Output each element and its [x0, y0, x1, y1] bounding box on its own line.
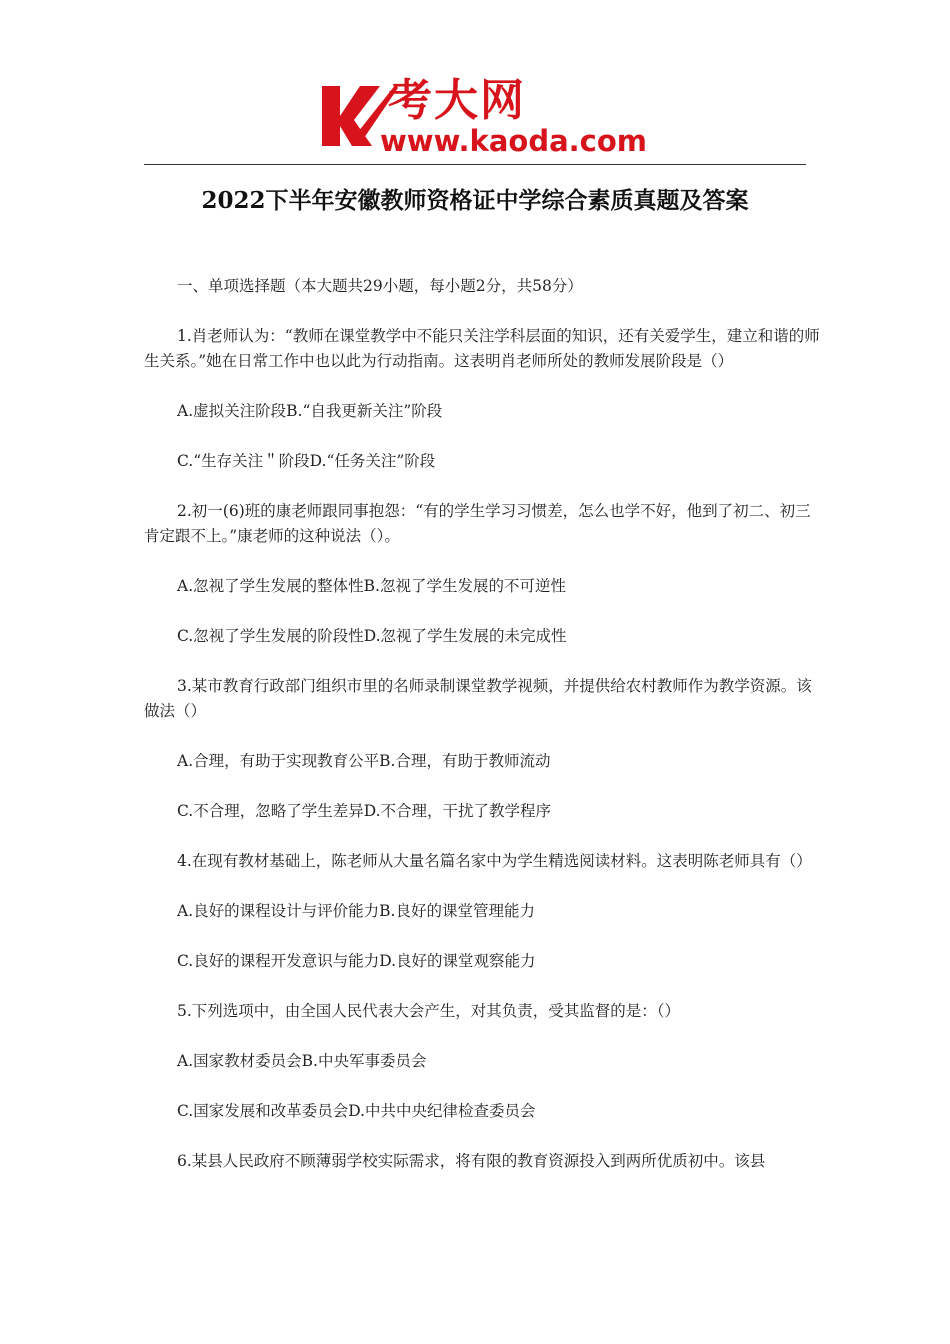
section-heading: 一、单项选择题（本大题共29小题，每小题2分，共58分） — [177, 277, 583, 295]
question-5: 5.下列选项中，由全国人民代表大会产生，对其负责，受其监督的是：（） — [177, 1002, 681, 1020]
logo-chinese-name: 考大网 — [388, 75, 526, 126]
document-title: 2022下半年安徽教师资格证中学综合素质真题及答案 — [201, 187, 749, 214]
question-6: 6.某县人民政府不顾薄弱学校实际需求，将有限的教育资源投入到两所优质初中。该县 — [177, 1152, 766, 1170]
question-3-options-cd: C.不合理，忽略了学生差异D.不合理，干扰了教学程序 — [177, 802, 552, 820]
question-4-options-ab: A.良好的课程设计与评价能力B.良好的课堂管理能力 — [177, 902, 535, 920]
question-5-options-cd: C.国家发展和改革委员会D.中共中央纪律检查委员会 — [177, 1102, 536, 1120]
header-divider — [144, 164, 806, 165]
question-3: 3.某市教育行政部门组织市里的名师录制课堂教学视频，并提供给农村教师作为教学资源。该做法（） — [144, 677, 812, 720]
question-3-options-ab: A.合理，有助于实现教育公平B.合理，有助于教师流动 — [177, 752, 551, 770]
question-1: 1.肖老师认为：“教师在课堂教学中不能只关注学科层面的知识，还有关爱学生，建立和谐的师生关系。”她在日常工作中也以此为行动指南。这表明肖老师所处的教师发展阶段是（） — [144, 327, 820, 370]
question-2-options-ab: A.忽视了学生发展的整体性B.忽视了学生发展的不可逆性 — [177, 577, 566, 595]
question-1-options-ab: A.虚拟关注阶段B.“自我更新关注”阶段 — [177, 402, 443, 420]
question-4: 4.在现有教材基础上，陈老师从大量名篇名家中为学生精选阅读材料。这表明陈老师具有（） — [177, 852, 812, 870]
question-1-options-cd: C.“生存关注＂阶段D.“任务关注”阶段 — [177, 452, 436, 470]
question-2-options-cd: C.忽视了学生发展的阶段性D.忽视了学生发展的未完成性 — [177, 627, 567, 645]
document-body — [144, 274, 824, 1199]
question-2: 2.初一(6)班的康老师跟同事抱怨：“有的学生学习习惯差，怎么也学不好，他到了初二、初三肯定跟不上。”康老师的这种说法（）。 — [144, 502, 811, 545]
question-4-options-cd: C.良好的课程开发意识与能力D.良好的课堂观察能力 — [177, 952, 536, 970]
question-5-options-ab: A.国家教材委员会B.中央军事委员会 — [177, 1052, 427, 1070]
kaoda-logo[interactable] — [318, 75, 648, 160]
logo-url: www.kaoda.com — [380, 124, 647, 158]
